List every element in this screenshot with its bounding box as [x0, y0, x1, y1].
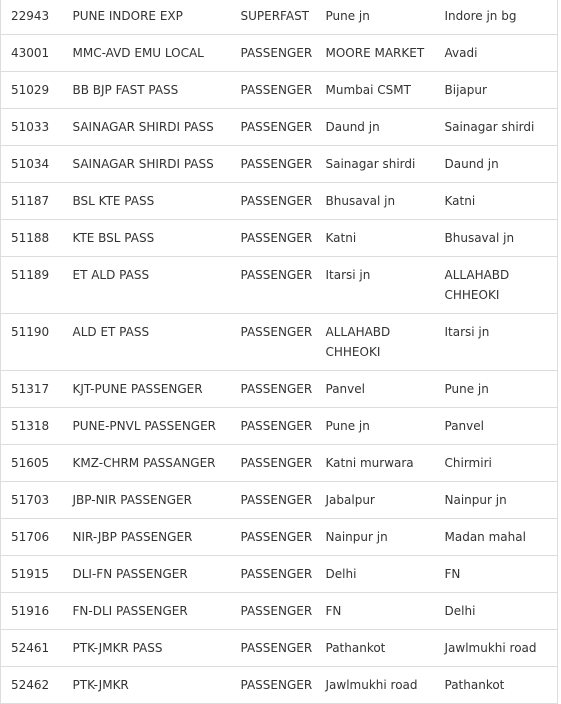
- train-type-cell: [231, 667, 316, 704]
- train-type-text: PASSENGER: [240, 604, 313, 618]
- train-name-text: PTK-JMKR: [72, 678, 129, 692]
- to-station-cell: [435, 220, 558, 257]
- train-name-text: KMZ-CHRM PASSANGER: [72, 456, 216, 470]
- train-number-cell: [1, 257, 63, 314]
- table-row: [1, 72, 558, 109]
- to-station-cell: [435, 482, 558, 519]
- train-number-text: 22943: [11, 9, 50, 23]
- to-station-text: Bhusaval jn: [444, 231, 515, 245]
- train-type-text: PASSENGER: [240, 231, 313, 245]
- train-name-cell: [63, 220, 231, 257]
- from-station-cell: [316, 556, 435, 593]
- from-station-text: Jawlmukhi road: [325, 678, 418, 692]
- train-number-text: 51916: [11, 604, 50, 618]
- from-station-text: Katni: [325, 231, 357, 245]
- to-station-cell: [435, 667, 558, 704]
- train-type-cell: [231, 314, 316, 371]
- train-type-cell: [231, 408, 316, 445]
- train-name-text: JBP-NIR PASSENGER: [72, 493, 192, 507]
- to-station-cell: [435, 630, 558, 667]
- train-type-text: PASSENGER: [240, 268, 313, 282]
- table-row: [1, 630, 558, 667]
- train-number-text: 51605: [11, 456, 50, 470]
- from-station-text: Delhi: [325, 567, 357, 581]
- train-name-text: SAINAGAR SHIRDI PASS: [72, 157, 214, 171]
- from-station-text: Mumbai CSMT: [325, 83, 411, 97]
- train-type-cell: [231, 371, 316, 408]
- train-number-text: 43001: [11, 46, 50, 60]
- to-station-text: Katni: [444, 194, 476, 208]
- from-station-cell: [316, 314, 435, 371]
- train-number-text: 51034: [11, 157, 50, 171]
- train-number-text: 51703: [11, 493, 50, 507]
- to-station-text: Jawlmukhi road: [444, 641, 537, 655]
- to-station-cell: [435, 109, 558, 146]
- to-station-text: Avadi: [444, 46, 478, 60]
- train-name-text: KJT-PUNE PASSENGER: [72, 382, 203, 396]
- table-row: [1, 408, 558, 445]
- from-station-text: FN: [325, 604, 342, 618]
- table-row: [1, 314, 558, 371]
- from-station-cell: [316, 146, 435, 183]
- train-number-cell: [1, 314, 63, 371]
- table-row: [1, 220, 558, 257]
- from-station-text: Itarsi jn: [325, 268, 371, 282]
- table-row: [1, 371, 558, 408]
- to-station-text: Chirmiri: [444, 456, 492, 470]
- train-name-text: ET ALD PASS: [72, 268, 150, 282]
- to-station-text: Madan mahal: [444, 530, 526, 544]
- from-station-cell: [316, 220, 435, 257]
- from-station-text: Pune jn: [325, 9, 370, 23]
- table-row: [1, 146, 558, 183]
- train-number-cell: [1, 519, 63, 556]
- train-name-cell: [63, 593, 231, 630]
- from-station-cell: [316, 482, 435, 519]
- to-station-cell: [435, 35, 558, 72]
- train-type-cell: [231, 482, 316, 519]
- train-number-cell: [1, 630, 63, 667]
- from-station-cell: [316, 0, 435, 35]
- train-type-text: PASSENGER: [240, 325, 313, 339]
- train-type-cell: [231, 257, 316, 314]
- train-name-cell: [63, 371, 231, 408]
- table-row: [1, 593, 558, 630]
- train-number-text: 51706: [11, 530, 50, 544]
- to-station-text: FN: [444, 567, 461, 581]
- to-station-text: Indore jn bg: [444, 9, 517, 23]
- from-station-cell: [316, 257, 435, 314]
- to-station-cell: [435, 371, 558, 408]
- to-station-text: Nainpur jn: [444, 493, 507, 507]
- from-station-text: Bhusaval jn: [325, 194, 396, 208]
- train-number-cell: [1, 593, 63, 630]
- to-station-text: Daund jn: [444, 157, 499, 171]
- train-type-text: PASSENGER: [240, 493, 313, 507]
- to-station-cell: [435, 556, 558, 593]
- train-type-cell: [231, 445, 316, 482]
- train-type-text: PASSENGER: [240, 120, 313, 134]
- train-number-cell: [1, 0, 63, 35]
- train-type-text: PASSENGER: [240, 456, 313, 470]
- to-station-cell: [435, 408, 558, 445]
- train-number-cell: [1, 72, 63, 109]
- train-name-cell: [63, 482, 231, 519]
- table-row: [1, 519, 558, 556]
- train-number-cell: [1, 371, 63, 408]
- train-table-body: [1, 0, 558, 704]
- train-name-text: BSL KTE PASS: [72, 194, 155, 208]
- train-name-cell: [63, 667, 231, 704]
- table-row: [1, 445, 558, 482]
- to-station-text: Delhi: [444, 604, 476, 618]
- from-station-text: Daund jn: [325, 120, 380, 134]
- to-station-cell: [435, 257, 558, 314]
- train-name-cell: [63, 257, 231, 314]
- train-name-text: MMC-AVD EMU LOCAL: [72, 46, 204, 60]
- to-station-cell: [435, 314, 558, 371]
- train-type-text: PASSENGER: [240, 567, 313, 581]
- train-name-cell: [63, 556, 231, 593]
- table-row: [1, 183, 558, 220]
- train-number-text: 52461: [11, 641, 50, 655]
- to-station-text: Pathankot: [444, 678, 505, 692]
- train-type-text: PASSENGER: [240, 83, 313, 97]
- train-type-cell: [231, 593, 316, 630]
- to-station-text: Bijapur: [444, 83, 487, 97]
- from-station-text: Sainagar shirdi: [325, 157, 416, 171]
- train-name-text: SAINAGAR SHIRDI PASS: [72, 120, 214, 134]
- train-type-cell: [231, 220, 316, 257]
- train-number-text: 51188: [11, 231, 50, 245]
- train-number-cell: [1, 183, 63, 220]
- from-station-cell: [316, 519, 435, 556]
- train-name-text: PUNE-PNVL PASSENGER: [72, 419, 217, 433]
- from-station-cell: [316, 35, 435, 72]
- to-station-text: Panvel: [444, 419, 484, 433]
- table-row: [1, 667, 558, 704]
- train-name-text: NIR-JBP PASSENGER: [72, 530, 193, 544]
- to-station-text: Pune jn: [444, 382, 489, 396]
- train-type-cell: [231, 146, 316, 183]
- from-station-text: Pathankot: [325, 641, 386, 655]
- to-station-cell: [435, 593, 558, 630]
- to-station-text: ALLAHABD CHHEOKI: [444, 268, 510, 302]
- to-station-cell: [435, 445, 558, 482]
- to-station-text: Itarsi jn: [444, 325, 490, 339]
- train-type-cell: [231, 556, 316, 593]
- train-name-text: FN-DLI PASSENGER: [72, 604, 188, 618]
- train-number-text: 51033: [11, 120, 50, 134]
- from-station-cell: [316, 183, 435, 220]
- table-row: [1, 482, 558, 519]
- train-name-cell: [63, 630, 231, 667]
- from-station-text: Pune jn: [325, 419, 370, 433]
- train-name-text: BB BJP FAST PASS: [72, 83, 179, 97]
- train-name-text: DLI-FN PASSENGER: [72, 567, 188, 581]
- train-number-cell: [1, 482, 63, 519]
- train-name-text: PUNE INDORE EXP: [72, 9, 183, 23]
- train-type-text: PASSENGER: [240, 194, 313, 208]
- table-row: [1, 35, 558, 72]
- to-station-cell: [435, 519, 558, 556]
- train-name-cell: [63, 408, 231, 445]
- train-type-text: PASSENGER: [240, 641, 313, 655]
- train-number-text: 51029: [11, 83, 50, 97]
- train-type-text: PASSENGER: [240, 530, 313, 544]
- from-station-text: ALLAHABD CHHEOKI: [325, 325, 391, 359]
- table-row: [1, 556, 558, 593]
- train-number-text: 51187: [11, 194, 50, 208]
- train-number-text: 52462: [11, 678, 50, 692]
- to-station-cell: [435, 72, 558, 109]
- train-name-text: ALD ET PASS: [72, 325, 150, 339]
- from-station-text: Panvel: [325, 382, 365, 396]
- train-type-cell: [231, 0, 316, 35]
- from-station-text: MOORE MARKET: [325, 46, 425, 60]
- to-station-cell: [435, 0, 558, 35]
- train-number-text: 51317: [11, 382, 50, 396]
- to-station-text: Sainagar shirdi: [444, 120, 535, 134]
- train-name-cell: [63, 183, 231, 220]
- train-type-text: PASSENGER: [240, 157, 313, 171]
- table-row: [1, 109, 558, 146]
- to-station-cell: [435, 146, 558, 183]
- from-station-cell: [316, 630, 435, 667]
- train-type-cell: [231, 35, 316, 72]
- train-type-text: SUPERFAST: [240, 9, 310, 23]
- train-name-cell: [63, 314, 231, 371]
- from-station-text: Katni murwara: [325, 456, 414, 470]
- from-station-cell: [316, 109, 435, 146]
- train-number-cell: [1, 146, 63, 183]
- train-type-text: PASSENGER: [240, 46, 313, 60]
- train-number-cell: [1, 667, 63, 704]
- train-type-cell: [231, 183, 316, 220]
- train-number-text: 51189: [11, 268, 50, 282]
- train-number-cell: [1, 109, 63, 146]
- train-type-text: PASSENGER: [240, 382, 313, 396]
- to-station-cell: [435, 183, 558, 220]
- train-number-text: 51318: [11, 419, 50, 433]
- train-number-text: 51915: [11, 567, 50, 581]
- train-type-text: PASSENGER: [240, 678, 313, 692]
- train-type-cell: [231, 630, 316, 667]
- from-station-cell: [316, 408, 435, 445]
- from-station-text: Nainpur jn: [325, 530, 388, 544]
- train-type-cell: [231, 72, 316, 109]
- table-row: [1, 257, 558, 314]
- train-number-text: 51190: [11, 325, 50, 339]
- train-number-cell: [1, 408, 63, 445]
- train-name-text: PTK-JMKR PASS: [72, 641, 163, 655]
- train-number-cell: [1, 445, 63, 482]
- train-type-cell: [231, 519, 316, 556]
- train-type-cell: [231, 109, 316, 146]
- train-name-text: KTE BSL PASS: [72, 231, 155, 245]
- train-type-text: PASSENGER: [240, 419, 313, 433]
- from-station-text: Jabalpur: [325, 493, 375, 507]
- train-name-cell: [63, 35, 231, 72]
- train-number-cell: [1, 35, 63, 72]
- from-station-cell: [316, 445, 435, 482]
- train-name-cell: [63, 109, 231, 146]
- train-number-cell: [1, 556, 63, 593]
- train-name-cell: [63, 146, 231, 183]
- train-name-cell: [63, 519, 231, 556]
- from-station-cell: [316, 371, 435, 408]
- from-station-cell: [316, 593, 435, 630]
- train-name-cell: [63, 0, 231, 35]
- train-name-cell: [63, 445, 231, 482]
- scroll-edge: [557, 0, 558, 642]
- train-number-cell: [1, 220, 63, 257]
- table-row: [1, 0, 558, 35]
- from-station-cell: [316, 72, 435, 109]
- train-name-cell: [63, 72, 231, 109]
- from-station-cell: [316, 667, 435, 704]
